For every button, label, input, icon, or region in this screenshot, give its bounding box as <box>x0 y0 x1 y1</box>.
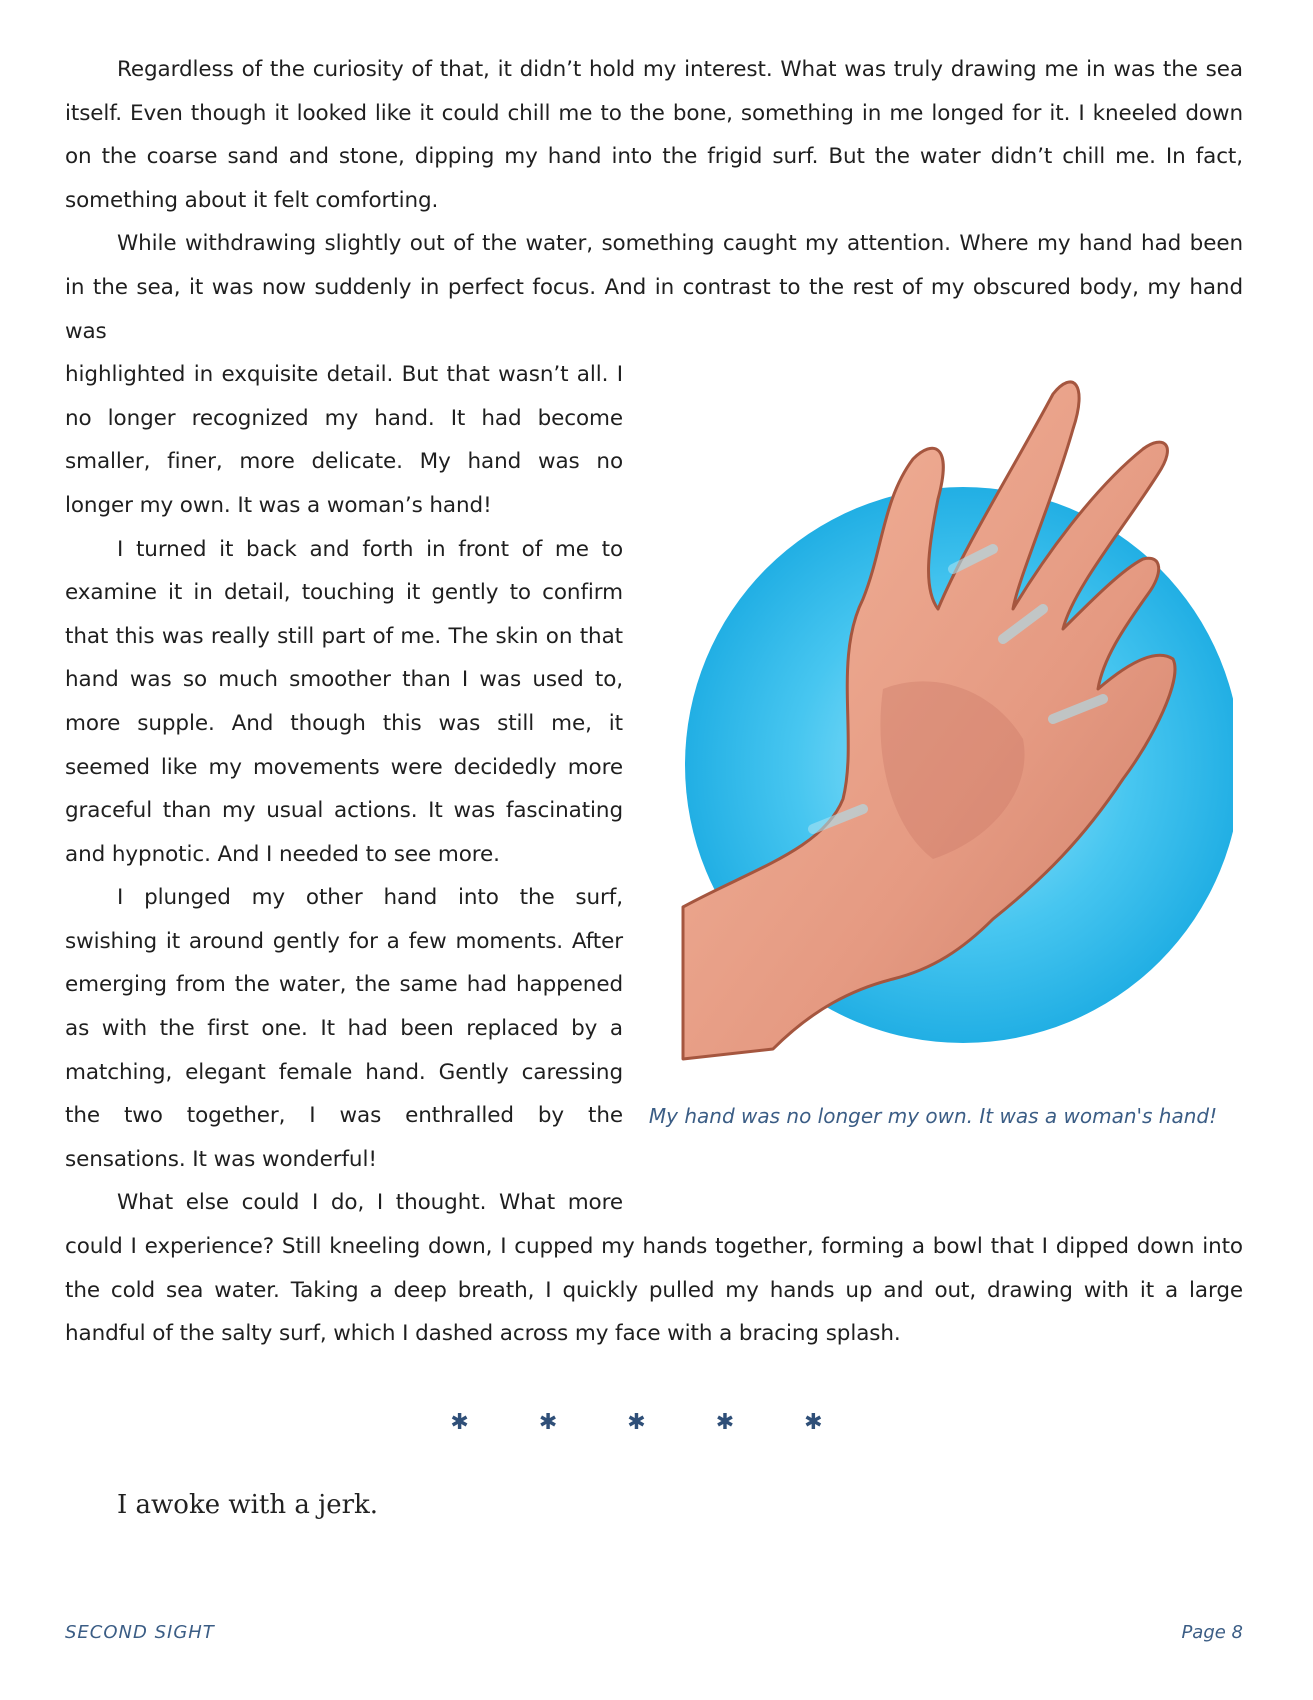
text-flow <box>65 48 1243 1356</box>
paragraph-2-tail: highlighted in exquisite detail. But that wasn’t all. I no longer recognized my hand. It had become smaller, finer, more delicate. My hand was no longer my own. It was a woman’s hand! <box>65 362 623 518</box>
paragraph-1-flow: Regardless of the curiosity of that, it didn’t hold my interest. What was truly drawing me in was the sea itself. Even though it looked like it could chill me to the bone, something in me longed for it. I kneeled down on the coarse sand and stone, dipping my hand into the frigid surf. But the water didn’t chill me. In fact, something about it felt comforting. <box>65 57 1243 213</box>
figure-caption: My hand was no longer my own. It was a woman's hand! <box>648 1104 1218 1129</box>
separator-star: ✱ <box>627 1410 686 1435</box>
section-separator <box>0 1410 1313 1435</box>
separator-star: ✱ <box>450 1410 509 1435</box>
paragraph-5: What else could I do, I thought. What more could I experience? Still kneeling down, I cupped my hands together, forming a bowl that I dipped down into the cold sea water. Taking a deep breath, I quickly pulled my hands up and out, drawing with it a large handful of the salty surf, which I dashed across my face with a bracing splash. <box>65 1190 1243 1347</box>
figure-hand <box>633 359 1243 1189</box>
paragraph-2-head: While withdrawing slightly out of the water, something caught my attention. Where my hand had been in the sea, it was now suddenly in perfect focus. And in contrast to the rest of my obscured body, my hand was <box>65 231 1243 344</box>
separator-star: ✱ <box>715 1410 775 1435</box>
hand-illustration <box>633 359 1233 1099</box>
separator-star: ✱ <box>804 1410 863 1435</box>
closing-line: I awoke with a jerk. <box>117 1490 379 1520</box>
separator-star: ✱ <box>538 1410 598 1435</box>
footer-page-number: Page 8 <box>1181 1622 1243 1643</box>
paragraph-3: I turned it back and forth in front of me to examine it in detail, touching it gently to confirm that this was really still part of me. The skin on that hand was so much smoother than I was used to, more supple. And though this was still me, it seemed like my movements were decidedly more graceful than my usual actions. It was fascinating and hypnotic. And I needed to see more. <box>65 536 623 867</box>
paragraph-4: I plunged my other hand into the surf, swishing it around gently for a few moments. After emerging from the water, the same had happened as with the first one. It had been replaced by a matching, elegant female hand. Gently caressing the two together, I was enthralled by the sensations. It was wonderful! <box>65 885 623 1172</box>
footer-book-title: SECOND SIGHT <box>65 1622 215 1643</box>
